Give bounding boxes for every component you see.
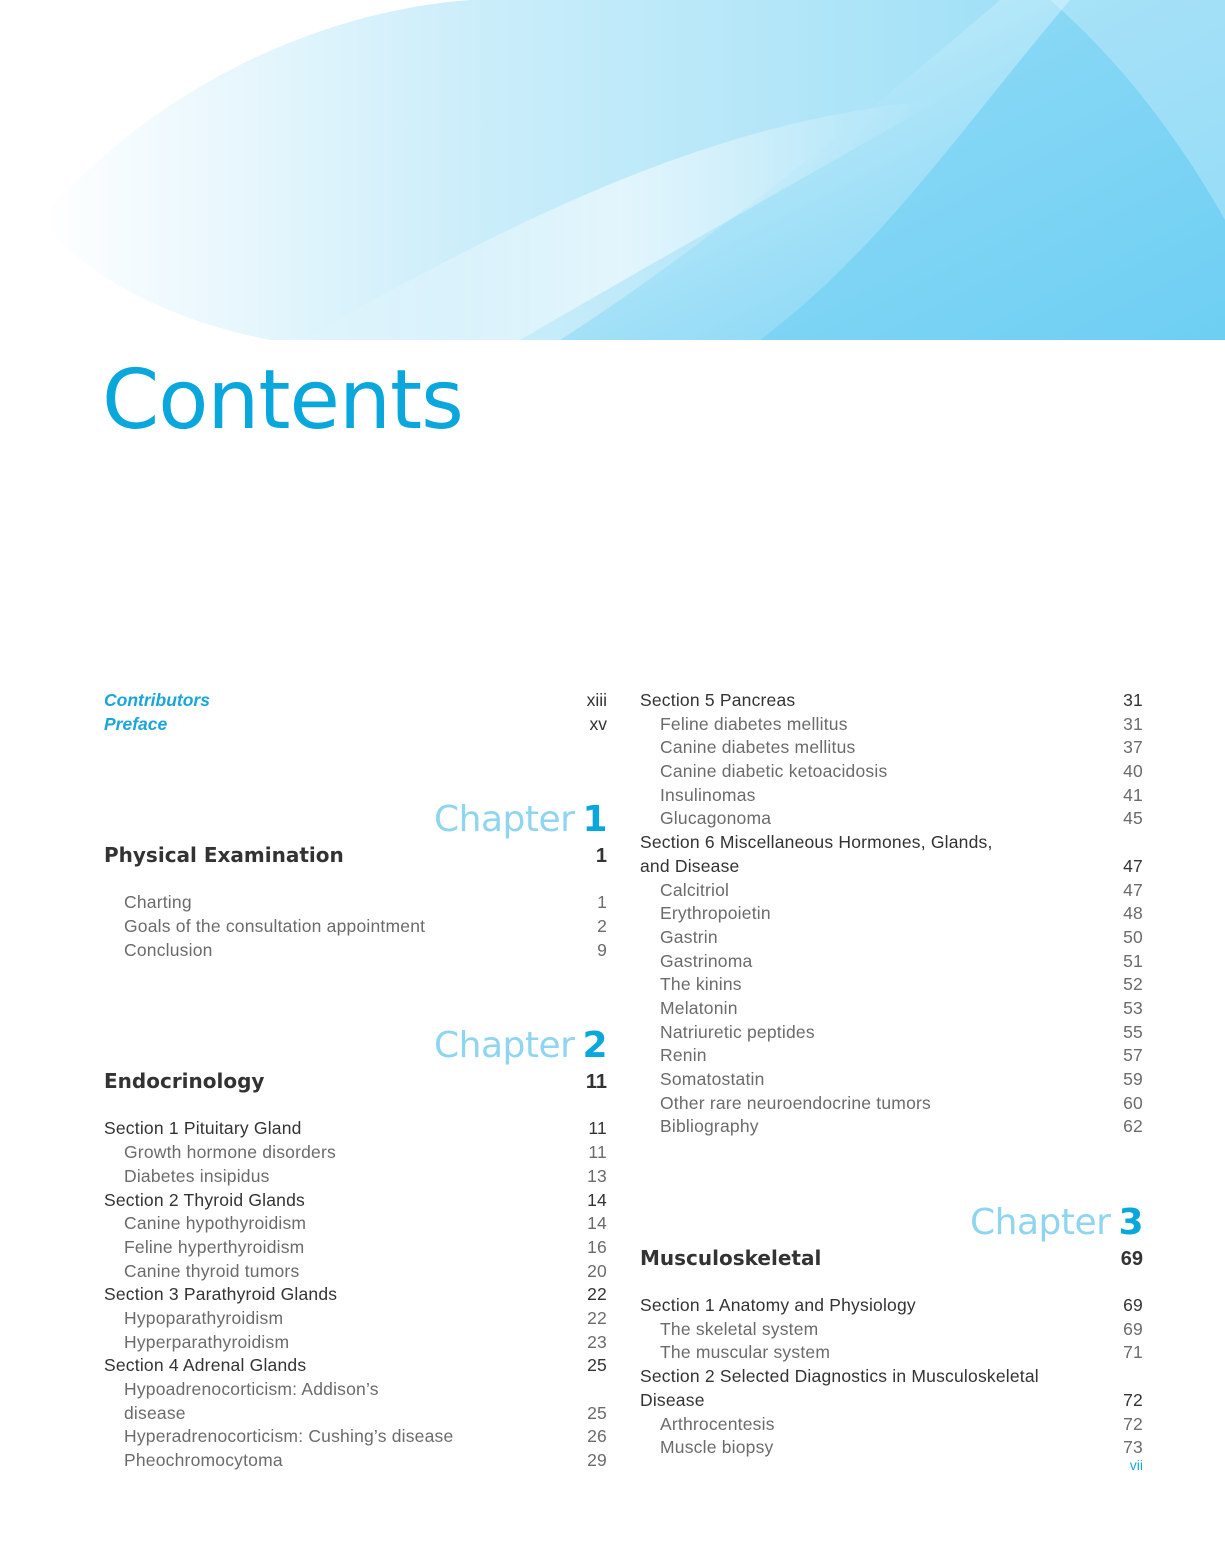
toc-entry-preface[interactable]: Preface xv [104,713,607,734]
toc-section[interactable]: Section 1 Anatomy and Physiology 69 [640,1295,1143,1316]
toc-entry-contributors[interactable]: Contributors xiii [104,690,607,710]
toc-entry[interactable]: Other rare neuroendocrine tumors 60 [660,1092,1143,1113]
toc-right-column [640,689,1143,1460]
toc-section[interactable]: Section 5 Pancreas 31 [640,690,1143,710]
toc-entry-line[interactable]: Hypoadrenocorticism: Addison’s [124,1379,379,1399]
toc-entry[interactable]: Gastrin 50 [660,926,1143,947]
toc-entry[interactable]: Bibliography 62 [660,1116,1143,1137]
toc-entry[interactable]: Natriuretic peptides 55 [660,1021,1143,1042]
toc-entry[interactable]: Insulinomas 41 [660,784,1143,805]
chapter-title[interactable]: Musculoskeletal 69 [640,1246,1143,1271]
toc-left-column [104,689,607,1473]
toc-entry[interactable]: Conclusion 9 [124,939,607,960]
toc-entry[interactable]: disease 25 [124,1402,607,1423]
toc-entry[interactable]: Canine diabetes mellitus 37 [660,737,1143,758]
toc-entry[interactable]: Feline hyperthyroidism 16 [124,1236,607,1257]
toc-entry[interactable]: Goals of the consultation appointment 2 [124,916,607,937]
toc-entry[interactable]: Diabetes insipidus 13 [124,1165,607,1186]
toc-entry[interactable]: Charting 1 [124,892,607,913]
chapter-title[interactable]: Physical Examination 1 [104,843,607,868]
header-banner [0,0,1225,340]
toc-section[interactable]: Section 3 Parathyroid Glands 22 [104,1284,607,1305]
toc-entry[interactable]: Glucagonoma 45 [660,808,1143,829]
toc-entry[interactable]: Hyperparathyroidism 23 [124,1331,607,1352]
toc-entry[interactable]: Canine hypothyroidism 14 [124,1213,607,1234]
toc-entry[interactable]: The kinins 52 [660,974,1143,995]
toc-entry[interactable]: Arthrocentesis 72 [660,1413,1143,1434]
toc-entry[interactable]: Gastrinoma 51 [660,950,1143,971]
page-title: Contents [102,353,463,448]
toc-entry[interactable]: Hypoparathyroidism 22 [124,1307,607,1328]
toc-section[interactable]: Section 4 Adrenal Glands 25 [104,1355,607,1376]
toc-section[interactable]: Disease 72 [640,1389,1143,1410]
toc-section-line[interactable]: Section 6 Miscellaneous Hormones, Glands, [640,832,993,853]
toc-entry[interactable]: Canine diabetic ketoacidosis 40 [660,761,1143,782]
toc-section[interactable]: and Disease 47 [640,855,1143,876]
toc-section[interactable]: Section 2 Thyroid Glands 14 [104,1189,607,1210]
toc-section-line[interactable]: Section 2 Selected Diagnostics in Musculoskeletal [640,1366,1039,1387]
chapter-heading-1: Chapter 1 [434,799,607,841]
chapter-heading-2: Chapter 2 [434,1025,607,1067]
toc-entry[interactable]: Feline diabetes mellitus 31 [660,713,1143,734]
toc-entry[interactable]: The muscular system 71 [660,1342,1143,1363]
toc-entry[interactable]: Renin 57 [660,1045,1143,1066]
toc-section[interactable]: Section 1 Pituitary Gland 11 [104,1118,607,1139]
toc-entry[interactable]: Somatostatin 59 [660,1069,1143,1089]
toc-entry[interactable]: Erythropoietin 48 [660,903,1143,924]
toc-entry[interactable]: Canine thyroid tumors 20 [124,1260,607,1281]
page-number: vii [1129,1457,1143,1473]
chapter-heading-3: Chapter 3 [970,1202,1143,1244]
wave-decoration [0,0,1225,340]
toc-entry[interactable]: Muscle biopsy 73 [660,1437,1143,1458]
toc-entry[interactable]: The skeletal system 69 [660,1318,1143,1339]
chapter-title[interactable]: Endocrinology 11 [104,1069,607,1094]
toc-entry[interactable]: Calcitriol 47 [660,879,1143,900]
toc-entry[interactable]: Pheochromocytoma 29 [124,1450,607,1471]
toc-entry[interactable]: Growth hormone disorders 11 [124,1142,607,1163]
toc-entry[interactable]: Hyperadrenocorticism: Cushing’s disease 26 [124,1426,607,1447]
toc-entry[interactable]: Melatonin 53 [660,997,1143,1018]
